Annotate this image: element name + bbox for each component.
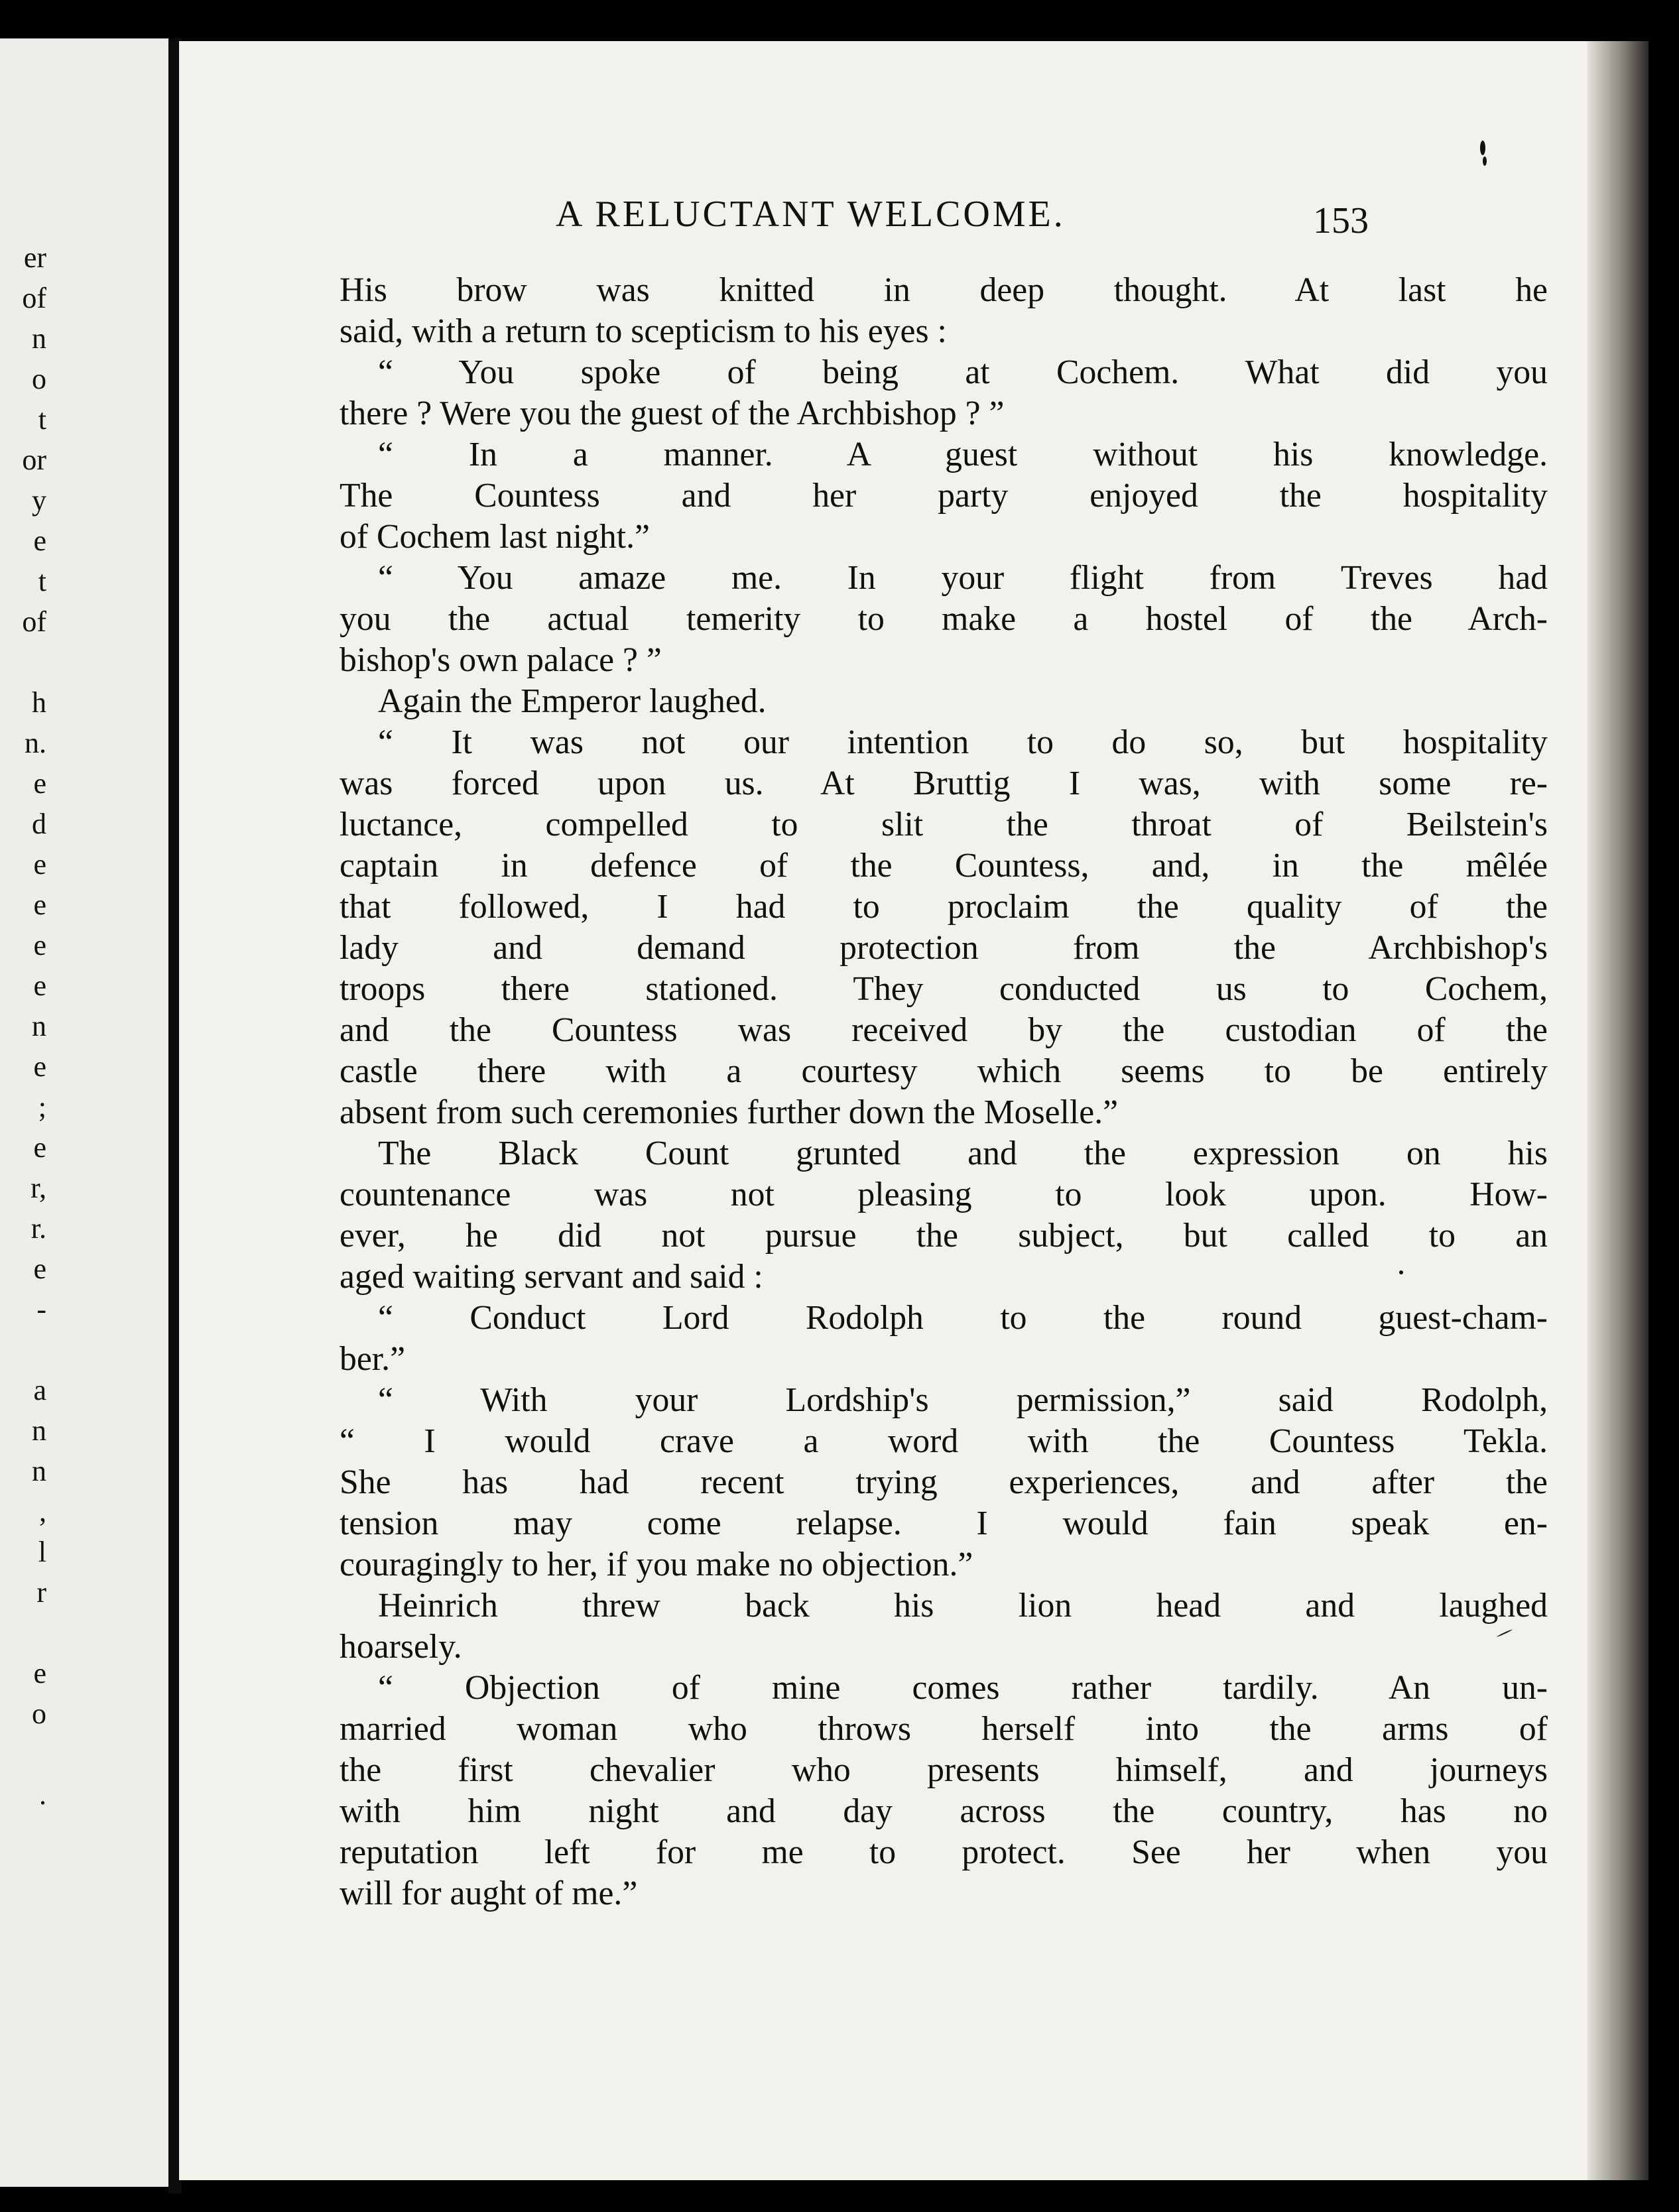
left-fragment: d	[32, 808, 46, 840]
left-fragment: h	[32, 686, 46, 719]
ink-speck	[1483, 156, 1487, 166]
text-line: that followed, I had to proclaim the quality of the	[340, 888, 1548, 926]
left-fragment: e	[33, 767, 46, 800]
text-line: absent from such ceremonies further down the Moselle.”	[340, 1093, 1119, 1131]
text-line: “ With your Lordship's permission,” said Rodolph,	[378, 1381, 1548, 1419]
text-line: of Cochem last night.”	[340, 518, 650, 556]
text-line: bishop's own palace ? ”	[340, 641, 662, 679]
text-line: tension may come relapse. I would fain speak en-	[340, 1505, 1548, 1542]
text-line: “ Objection of mine comes rather tardily. An un-	[378, 1669, 1548, 1707]
left-fragment	[0, 1613, 46, 1653]
left-fragment: n.	[25, 727, 46, 759]
text-line: reputation left for me to protect. See her when you	[340, 1833, 1548, 1871]
left-fragment: -	[36, 1293, 46, 1325]
text-line: there ? Were you the guest of the Archbishop ? ”	[340, 395, 1005, 432]
left-fragment: e	[33, 1050, 46, 1083]
text-line: was forced upon us. At Bruttig I was, with some re-	[340, 765, 1548, 802]
left-fragment: o	[32, 1697, 46, 1730]
left-fragment: r,	[31, 1172, 46, 1204]
left-fragment: t	[38, 565, 46, 597]
page-number: 153	[1313, 200, 1369, 241]
text-line: couragingly to her, if you make no objection.”	[340, 1546, 973, 1583]
left-fragment: r	[36, 1576, 46, 1609]
text-line: “ In a manner. A guest without his knowledge.	[378, 436, 1548, 473]
left-fragment: ;	[38, 1091, 46, 1123]
text-line: Again the Emperor laughed.	[378, 682, 767, 720]
text-line: castle there with a courtesy which seems to be entirely	[340, 1052, 1548, 1090]
left-fragment: er	[23, 241, 46, 274]
page-header	[179, 184, 1648, 244]
text-line: “ Conduct Lord Rodolph to the round guest-cham-	[378, 1299, 1548, 1337]
left-fragment: o	[32, 363, 46, 395]
left-fragment: n	[32, 322, 46, 355]
text-line: ber.”	[340, 1340, 406, 1378]
text-line: Heinrich threw back his lion head and laughed	[378, 1587, 1548, 1625]
left-fragment: l	[38, 1536, 46, 1568]
text-line: you the actual temerity to make a hostel of the Arch-	[340, 600, 1548, 638]
right-page-edge	[1587, 41, 1648, 2180]
left-fragment: of	[22, 282, 46, 314]
right-page	[179, 41, 1648, 2180]
running-head: A RELUCTANT WELCOME.	[556, 194, 1066, 235]
left-fragment: a	[33, 1374, 46, 1406]
left-fragment: e	[33, 929, 46, 961]
left-fragment: n	[32, 1010, 46, 1042]
text-line: aged waiting servant and said :	[340, 1258, 763, 1296]
text-line: The Black Count grunted and the expression on his	[378, 1135, 1548, 1172]
left-fragment	[0, 642, 46, 682]
left-page-edge	[0, 38, 174, 2187]
left-fragment: e	[33, 1657, 46, 1690]
text-line: with him night and day across the country, has no	[340, 1792, 1548, 1830]
left-fragment	[0, 1734, 46, 1774]
text-line: “ I would crave a word with the Countess Tekla.	[340, 1422, 1548, 1460]
text-line: married woman who throws herself into the arms of	[340, 1710, 1548, 1748]
text-line: lady and demand protection from the Archbishop's	[340, 929, 1548, 967]
text-line: She has had recent trying experiences, and after the	[340, 1463, 1548, 1501]
left-fragment: e	[33, 524, 46, 557]
left-fragment: e	[33, 889, 46, 921]
left-fragment: .	[39, 1778, 46, 1811]
text-line: countenance was not pleasing to look upon. How-	[340, 1176, 1548, 1213]
left-fragment: n	[32, 1414, 46, 1447]
left-fragment: e	[33, 848, 46, 881]
left-fragment: r.	[31, 1212, 46, 1245]
text-line: troops there stationed. They conducted us to Cochem,	[340, 970, 1548, 1008]
text-line: “ You spoke of being at Cochem. What did you	[378, 353, 1548, 391]
left-fragment: n	[32, 1455, 46, 1487]
text-line: hoarsely.	[340, 1628, 462, 1666]
text-line: will for aught of me.”	[340, 1874, 638, 1912]
left-fragment: of	[22, 605, 46, 638]
text-line: ever, he did not pursue the subject, but called to an	[340, 1217, 1548, 1255]
left-fragment: t	[38, 403, 46, 436]
ink-speck	[1480, 141, 1485, 155]
text-line: His brow was knitted in deep thought. At last he	[340, 271, 1548, 309]
left-fragment: e	[33, 1253, 46, 1285]
left-fragment: or	[22, 444, 46, 476]
left-fragment	[0, 1329, 46, 1370]
left-fragment: e	[33, 1131, 46, 1164]
text-line: said, with a return to scepticism to his eyes :	[340, 312, 947, 350]
left-fragment: ,	[39, 1495, 46, 1528]
text-line: captain in defence of the Countess, and, in the mêlée	[340, 847, 1548, 885]
text-line: and the Countess was received by the custodian of the	[340, 1011, 1548, 1049]
body-text	[340, 270, 1548, 1914]
left-fragment: y	[32, 484, 46, 517]
text-line: the first chevalier who presents himself, and journeys	[340, 1751, 1548, 1789]
text-line: “ You amaze me. In your flight from Treves had	[378, 559, 1548, 597]
text-line: luctance, compelled to slit the throat of Beilstein's	[340, 806, 1548, 843]
text-line: “ It was not our intention to do so, but hospitality	[378, 723, 1548, 761]
text-line: The Countess and her party enjoyed the hospitality	[340, 477, 1548, 515]
left-page-fragments	[0, 237, 46, 1815]
left-fragment: e	[33, 969, 46, 1002]
